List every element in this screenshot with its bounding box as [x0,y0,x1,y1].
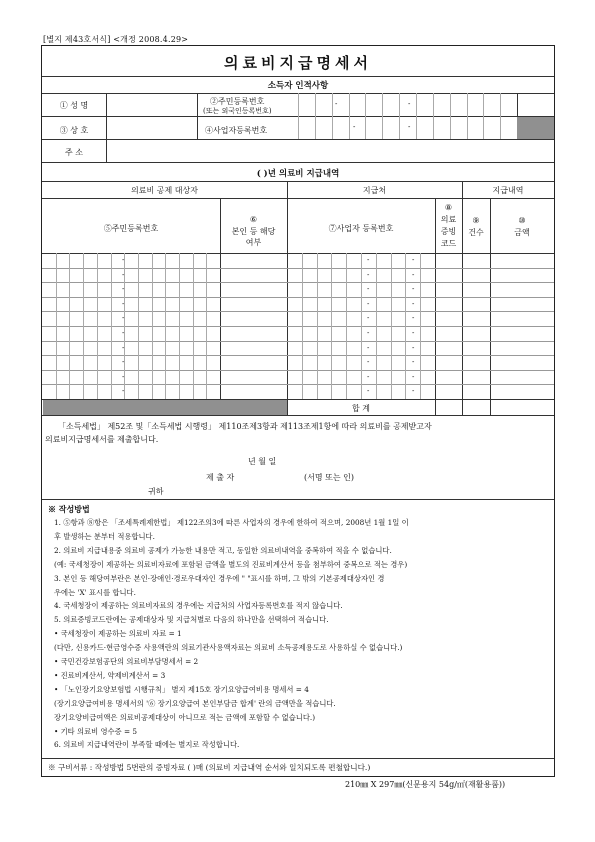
col-self-header: 본인 등 해당 [231,227,276,236]
row-dash: - [122,343,125,352]
row-dash: - [122,358,125,367]
declaration-line2: 의료비지급명세서를 제출합니다. [45,435,159,444]
shaded-cell [43,400,287,415]
rrn-sublabel: (또는 외국인등록번호) [203,107,272,115]
row-dash: - [122,285,125,294]
instruction-line: • 기타 의료비 영수증 = 5 [54,726,138,736]
signature-label: (서명 또는 인) [304,473,354,482]
row-divider [42,341,554,342]
group-payee-header: 지급처 [362,186,387,195]
row-dash: - [412,270,415,279]
instruction-line: (다만, 신용카드·현금영수증 사용액란의 의료기관사용액자료는 의료비 소득공제용도로 사용하실 수 없습니다.) [54,643,403,653]
form-number-header: [별지 제43호서식] <개정 2008.4.29> [43,35,189,44]
row-dash: - [412,372,415,381]
section-taxpayer-title: 소득자 인적사항 [267,81,329,91]
company-label: ③ 상 호 [59,126,89,135]
row-dash: - [122,270,125,279]
col-rrn-header: ⑤주민등록번호 [103,224,159,233]
row-dash: - [412,329,415,337]
instruction-line: 2. 의료비 지급내용중 의료비 공제가 가능한 내용만 적고, 동일한 의료비내역을 중복하여 적을 수 없습니다. [54,545,392,555]
row-dash: - [412,343,415,352]
instruction-line: 5. 의료증빙코드란에는 공제대상자 및 지급처별로 다음의 하나만을 선택하여 적습니다. [54,615,329,625]
instruction-line: • 진료비계산서, 약제비계산서 = 3 [54,670,166,680]
row-dash: - [367,256,370,264]
row-dash: - [412,314,415,323]
row-dash: - [412,387,415,396]
row-dash: - [367,270,370,279]
instruction-line: 3. 본인 등 해당여부란은 본인·장애인·경로우대자인 경우에 " "표시를 하며, 그 밖의 기본공제대상자인 경 [54,573,385,583]
col-bizno-header: ⑦사업자 등록번호 [328,224,394,233]
section-payment-title: ( )년 의료비 지급내역 [256,169,340,179]
row-dash: - [367,358,370,367]
row-dash: - [367,285,370,294]
row-dash: - [122,256,125,264]
row-divider [42,268,554,269]
address-label: 주 소 [65,148,83,157]
divider [42,76,554,77]
instruction-line: 6. 의료비 지급내역란이 부족할 때에는 별지로 작성합니다. [54,740,240,750]
declaration-date: 년 월 일 [248,457,277,466]
row-divider [42,355,554,356]
instructions-title: ※ 작성방법 [48,504,90,514]
form-title: 의료비지급명세서 [224,54,372,72]
attachment-note: ※ 구비서류 : 작성방법 5번란의 증빙자료 ( )매 (의료비 지급내역 순서와 일치되도록 편철합니다.) [48,763,371,772]
recipient-label: 귀하 [148,487,164,496]
col-amount-header: 금액 [514,228,530,237]
name-label: ① 성 명 [59,101,89,110]
row-dash: - [367,387,370,396]
bizno-label: ④사업자등록번호 [205,126,268,135]
row-divider [42,384,554,385]
row-dash: - [122,314,125,323]
col-count-header: 건수 [468,228,484,237]
instruction-line: 후 발생하는 분부터 적용합니다. [54,531,155,541]
instruction-line: 1. ⑤항과 ⑧항은 「조세특례제한법」 제122조의3에 따른 사업자의 경우에 한하여 적으며, 2008년 1월 1일 이 [54,518,409,527]
paper-spec: 210㎜ X 297㎜(신문용지 54g/㎡(재활용품)) [345,780,506,789]
row-dash: - [367,329,370,337]
row-divider [42,370,554,371]
row-divider [42,282,554,283]
submitter-label: 제 출 자 [206,473,235,482]
instruction-line: • 국민건강보험공단의 의료비부담명세서 = 2 [54,657,199,666]
row-dash: - [412,299,415,308]
row-dash: - [367,314,370,323]
row-dash: - [412,285,415,294]
instruction-line: (예: 국세청장이 제공하는 의료비자료에 포함된 금액을 별도의 진료비계산서 등을 첨부하여 중복으로 적는 경우) [54,559,408,569]
shaded-cell [517,117,554,139]
instruction-line: (장기요양급여비용 명세서의 '⑥ 장기요양급여 본인부담금 합계' 란의 금액만을 적습니다. [54,698,336,708]
group-detail-header: 지급내역 [492,186,524,195]
row-dash: - [367,299,370,308]
instruction-line: 우에는 'X' 표시를 합니다. [54,587,136,597]
instruction-line: 4. 국세청장이 제공하는 의료비자료의 경우에는 지급처의 사업자등록번호를 적지 않습니다. [54,601,343,611]
row-divider [42,311,554,312]
instruction-line: • 「노인장기요양보험법 시행규칙」 별지 제15호 장기요양급여비용 명세서 = 4 [54,684,309,694]
rrn-label: ②주민등록번호 [210,97,265,106]
col-code-header: 의료 [440,215,457,224]
row-divider [42,326,554,327]
total-label: 합 계 [352,404,370,413]
row-dash: - [412,358,415,367]
row-dash: - [367,372,370,381]
row-divider [42,297,554,298]
instruction-line: • 국세청장이 제공하는 의료비 자료 = 1 [54,629,182,639]
group-target-header: 의료비 공제 대상자 [131,186,198,195]
form-frame: 의료비지급명세서 소득자 인적사항 ① 성 명 ②주민등록번호 (또는 외국인등록번호) ③ 상 호 ④사업자등록번호 주 소 - - - - ( )년 의료비 지급내역 의료비 공제 대상자 지급처 지급내역 ⑤주민등록번호 ⑥ 본인 등 해당 여부 ⑦사업자 등록번호 ⑧ 의료 증빙 코드 ⑨ 건수 ⑩ 금액 - - - - - - - - - - - - - - - - - - - - - - - - - - - - - - 합 계 「소득세법」 제52조 및「소득세법 시행령」 제110조제3항과 제113조제1항에 따라 의료비를 공제받고자 의료비지급명세서를 제출합니다. 년 월 일 제 출 자 (서명 또는 인) 귀하 ※ 작성방법 1. ⑤항과 ⑧항은 「조세특례제한법」 제122조의3에 따른 사업자의 경우에 한하여 적으며, 2008년 1월 1일 이 후 발생하는 분부터 적용합니다. 2. 의료비 지급내용중 의료비 공제가 가능한 내용만 적고, 동일한 의료비내역을 중복하여 적을 수 없습니다. (예: 국세청장이 제공하는 의료비자료에 포함된 금액을 별도의 진료비계산서 등을 첨부하여 중복으로 적는 경우) 3. 본인 등 해당여부란은 본인·장애인·경로우대자인 경우에 " "표시를 하며, 그 밖의 기본공제대상자인 경 우에는 'X' 표시를 합니다. 4. 국세청장이 제공하는 의료비자료의 경우에는 지급처의 사업자등록번호를 적지 않습니다. 5. 의료증빙코드란에는 공제대상자 및 지급처별로 다음의 하나만을 선택하여 적습니다. • 국세청장이 제공하는 의료비 자료 = 1 (다만, 신용카드·현금영수증 사용액란의 의료기관사용액자료는 의료비 소득공제용도로 사용하실 수 없습니다.) • 국민건강보험공단의 의료비부담명세서 = 2 • 진료비계산서, 약제비계산서 = 3 • 「노인장기요양보험법 시행규칙」 별지 제15호 장기요양급여비용 명세서 = 4 (장기요양급여비용 명세서의 '⑥ 장기요양급여 본인부담금 합계' 란의 금액만을 적습니다. 장기요양비급여액은 의료비공제대상이 아니므로 적는 금액에 포함할 수 없습니다.) • 기타 의료비 영수증 = 5 6. 의료비 지급내역란이 부족할 때에는 별지로 작성합니다. ※ 구비서류 : 작성방법 5번란의 증빙자료 ( )매 (의료비 지급내역 순서와 일치되도록 편철합니다.) [41,45,555,777]
declaration-line1: 「소득세법」 제52조 및「소득세법 시행령」 제110조제3항과 제113조제1항에 따라 의료비를 공제받고자 [58,422,432,431]
row-dash: - [412,256,415,264]
row-dash: - [122,299,125,308]
row-dash: - [367,343,370,352]
row-dash: - [122,329,125,337]
instruction-line: 장기요양비급여액은 의료비공제대상이 아니므로 적는 금액에 포함할 수 없습니다.) [54,712,316,722]
row-dash: - [122,372,125,381]
row-dash: - [122,387,125,396]
